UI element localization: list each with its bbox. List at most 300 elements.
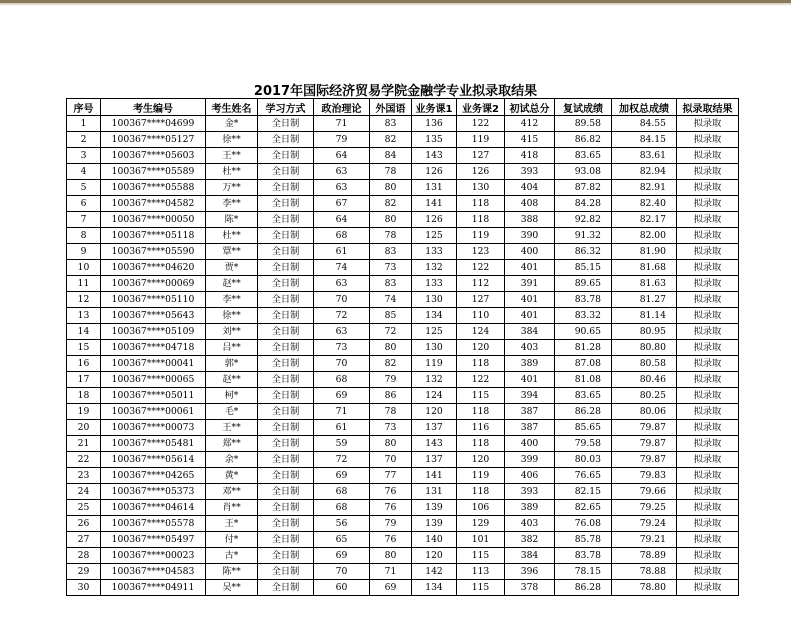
cell-subject2: 122 bbox=[457, 260, 505, 276]
cell-subject1: 133 bbox=[412, 244, 457, 260]
cell-foreign-language: 82 bbox=[370, 196, 412, 212]
table-row bbox=[67, 548, 739, 564]
cell-weighted-total: 83.61 bbox=[612, 148, 677, 164]
cell-seq: 22 bbox=[67, 452, 101, 468]
cell-retest-score: 78.15 bbox=[555, 564, 612, 580]
cell-retest-score: 83.65 bbox=[555, 148, 612, 164]
table-row bbox=[67, 180, 739, 196]
cell-subject2: 118 bbox=[457, 356, 505, 372]
cell-initial-total: 415 bbox=[505, 132, 555, 148]
cell-subject2: 126 bbox=[457, 164, 505, 180]
cell-foreign-language: 73 bbox=[370, 420, 412, 436]
cell-name: 陈** bbox=[206, 564, 258, 580]
cell-retest-score: 82.65 bbox=[555, 500, 612, 516]
cell-subject2: 120 bbox=[457, 452, 505, 468]
cell-weighted-total: 81.63 bbox=[612, 276, 677, 292]
cell-politics: 68 bbox=[314, 228, 370, 244]
cell-foreign-language: 76 bbox=[370, 532, 412, 548]
cell-result: 拟录取 bbox=[677, 148, 739, 164]
cell-exam-id: 100367****05643 bbox=[101, 308, 206, 324]
cell-subject1: 132 bbox=[412, 260, 457, 276]
cell-study-mode: 全日制 bbox=[258, 404, 314, 420]
cell-initial-total: 418 bbox=[505, 148, 555, 164]
cell-politics: 71 bbox=[314, 404, 370, 420]
cell-study-mode: 全日制 bbox=[258, 228, 314, 244]
cell-weighted-total: 79.24 bbox=[612, 516, 677, 532]
cell-result: 拟录取 bbox=[677, 532, 739, 548]
column-header-foreign-language: 外国语 bbox=[370, 99, 412, 116]
cell-name: 徐** bbox=[206, 308, 258, 324]
cell-politics: 73 bbox=[314, 340, 370, 356]
cell-exam-id: 100367****05497 bbox=[101, 532, 206, 548]
cell-subject1: 140 bbox=[412, 532, 457, 548]
cell-subject2: 115 bbox=[457, 580, 505, 596]
cell-retest-score: 82.15 bbox=[555, 484, 612, 500]
cell-study-mode: 全日制 bbox=[258, 356, 314, 372]
cell-initial-total: 396 bbox=[505, 564, 555, 580]
cell-initial-total: 389 bbox=[505, 500, 555, 516]
cell-exam-id: 100367****00023 bbox=[101, 548, 206, 564]
cell-exam-id: 100367****05109 bbox=[101, 324, 206, 340]
cell-exam-id: 100367****05588 bbox=[101, 180, 206, 196]
cell-study-mode: 全日制 bbox=[258, 212, 314, 228]
cell-result: 拟录取 bbox=[677, 420, 739, 436]
table-row bbox=[67, 388, 739, 404]
cell-subject1: 139 bbox=[412, 516, 457, 532]
cell-weighted-total: 79.66 bbox=[612, 484, 677, 500]
table-row bbox=[67, 292, 739, 308]
cell-initial-total: 378 bbox=[505, 580, 555, 596]
cell-weighted-total: 80.25 bbox=[612, 388, 677, 404]
cell-initial-total: 390 bbox=[505, 228, 555, 244]
cell-politics: 68 bbox=[314, 484, 370, 500]
cell-name: 毛* bbox=[206, 404, 258, 420]
cell-weighted-total: 80.06 bbox=[612, 404, 677, 420]
table-row bbox=[67, 484, 739, 500]
cell-weighted-total: 79.83 bbox=[612, 468, 677, 484]
cell-seq: 11 bbox=[67, 276, 101, 292]
cell-subject2: 122 bbox=[457, 116, 505, 132]
cell-result: 拟录取 bbox=[677, 452, 739, 468]
table-row bbox=[67, 468, 739, 484]
column-header-seq: 序号 bbox=[67, 99, 101, 116]
cell-subject2: 112 bbox=[457, 276, 505, 292]
cell-weighted-total: 79.87 bbox=[612, 420, 677, 436]
cell-politics: 67 bbox=[314, 196, 370, 212]
cell-subject2: 118 bbox=[457, 404, 505, 420]
cell-seq: 13 bbox=[67, 308, 101, 324]
cell-exam-id: 100367****00073 bbox=[101, 420, 206, 436]
cell-name: 柯* bbox=[206, 388, 258, 404]
cell-weighted-total: 80.80 bbox=[612, 340, 677, 356]
cell-seq: 7 bbox=[67, 212, 101, 228]
cell-weighted-total: 78.80 bbox=[612, 580, 677, 596]
cell-exam-id: 100367****04614 bbox=[101, 500, 206, 516]
cell-politics: 79 bbox=[314, 132, 370, 148]
cell-initial-total: 401 bbox=[505, 308, 555, 324]
cell-study-mode: 全日制 bbox=[258, 452, 314, 468]
column-header-weighted-total: 加权总成绩 bbox=[612, 99, 677, 116]
column-header-study-mode: 学习方式 bbox=[258, 99, 314, 116]
cell-result: 拟录取 bbox=[677, 516, 739, 532]
cell-initial-total: 393 bbox=[505, 164, 555, 180]
table-row bbox=[67, 580, 739, 596]
table-row bbox=[67, 564, 739, 580]
cell-seq: 3 bbox=[67, 148, 101, 164]
table-row bbox=[67, 452, 739, 468]
cell-subject2: 113 bbox=[457, 564, 505, 580]
cell-name: 肖** bbox=[206, 500, 258, 516]
cell-exam-id: 100367****00065 bbox=[101, 372, 206, 388]
cell-weighted-total: 79.25 bbox=[612, 500, 677, 516]
cell-subject1: 143 bbox=[412, 436, 457, 452]
cell-name: 古* bbox=[206, 548, 258, 564]
cell-study-mode: 全日制 bbox=[258, 420, 314, 436]
cell-exam-id: 100367****00069 bbox=[101, 276, 206, 292]
cell-seq: 17 bbox=[67, 372, 101, 388]
cell-foreign-language: 79 bbox=[370, 516, 412, 532]
cell-retest-score: 76.65 bbox=[555, 468, 612, 484]
cell-weighted-total: 82.91 bbox=[612, 180, 677, 196]
cell-politics: 68 bbox=[314, 500, 370, 516]
cell-seq: 16 bbox=[67, 356, 101, 372]
cell-subject1: 131 bbox=[412, 484, 457, 500]
cell-politics: 61 bbox=[314, 244, 370, 260]
cell-name: 覃** bbox=[206, 244, 258, 260]
cell-subject1: 137 bbox=[412, 452, 457, 468]
cell-foreign-language: 80 bbox=[370, 212, 412, 228]
cell-study-mode: 全日制 bbox=[258, 500, 314, 516]
cell-subject2: 106 bbox=[457, 500, 505, 516]
cell-retest-score: 90.65 bbox=[555, 324, 612, 340]
cell-weighted-total: 82.94 bbox=[612, 164, 677, 180]
cell-foreign-language: 79 bbox=[370, 372, 412, 388]
cell-name: 杜** bbox=[206, 228, 258, 244]
cell-initial-total: 399 bbox=[505, 452, 555, 468]
cell-study-mode: 全日制 bbox=[258, 324, 314, 340]
cell-result: 拟录取 bbox=[677, 292, 739, 308]
cell-exam-id: 100367****05590 bbox=[101, 244, 206, 260]
cell-result: 拟录取 bbox=[677, 500, 739, 516]
cell-result: 拟录取 bbox=[677, 244, 739, 260]
cell-retest-score: 87.82 bbox=[555, 180, 612, 196]
top-border-shadow bbox=[0, 3, 791, 6]
cell-name: 万** bbox=[206, 180, 258, 196]
cell-subject2: 118 bbox=[457, 484, 505, 500]
cell-foreign-language: 83 bbox=[370, 244, 412, 260]
cell-initial-total: 391 bbox=[505, 276, 555, 292]
cell-name: 付* bbox=[206, 532, 258, 548]
cell-politics: 56 bbox=[314, 516, 370, 532]
cell-foreign-language: 78 bbox=[370, 164, 412, 180]
table-body bbox=[67, 116, 739, 596]
cell-study-mode: 全日制 bbox=[258, 580, 314, 596]
cell-initial-total: 393 bbox=[505, 484, 555, 500]
cell-result: 拟录取 bbox=[677, 180, 739, 196]
cell-retest-score: 83.65 bbox=[555, 388, 612, 404]
cell-politics: 63 bbox=[314, 164, 370, 180]
cell-study-mode: 全日制 bbox=[258, 196, 314, 212]
cell-foreign-language: 70 bbox=[370, 452, 412, 468]
cell-name: 贾* bbox=[206, 260, 258, 276]
cell-retest-score: 89.65 bbox=[555, 276, 612, 292]
cell-retest-score: 86.28 bbox=[555, 580, 612, 596]
cell-weighted-total: 80.58 bbox=[612, 356, 677, 372]
cell-result: 拟录取 bbox=[677, 340, 739, 356]
table-row bbox=[67, 276, 739, 292]
cell-weighted-total: 81.90 bbox=[612, 244, 677, 260]
cell-weighted-total: 80.46 bbox=[612, 372, 677, 388]
cell-initial-total: 400 bbox=[505, 436, 555, 452]
table-row bbox=[67, 148, 739, 164]
table-row bbox=[67, 116, 739, 132]
cell-result: 拟录取 bbox=[677, 260, 739, 276]
cell-study-mode: 全日制 bbox=[258, 388, 314, 404]
cell-politics: 64 bbox=[314, 212, 370, 228]
cell-subject2: 129 bbox=[457, 516, 505, 532]
cell-initial-total: 384 bbox=[505, 548, 555, 564]
cell-result: 拟录取 bbox=[677, 212, 739, 228]
cell-subject2: 118 bbox=[457, 196, 505, 212]
cell-study-mode: 全日制 bbox=[258, 340, 314, 356]
cell-seq: 1 bbox=[67, 116, 101, 132]
cell-initial-total: 387 bbox=[505, 404, 555, 420]
cell-weighted-total: 80.95 bbox=[612, 324, 677, 340]
cell-seq: 15 bbox=[67, 340, 101, 356]
cell-seq: 25 bbox=[67, 500, 101, 516]
cell-foreign-language: 80 bbox=[370, 548, 412, 564]
cell-result: 拟录取 bbox=[677, 436, 739, 452]
cell-name: 黄* bbox=[206, 468, 258, 484]
cell-result: 拟录取 bbox=[677, 404, 739, 420]
cell-initial-total: 403 bbox=[505, 516, 555, 532]
cell-exam-id: 100367****04911 bbox=[101, 580, 206, 596]
cell-exam-id: 100367****04699 bbox=[101, 116, 206, 132]
cell-retest-score: 92.82 bbox=[555, 212, 612, 228]
cell-politics: 63 bbox=[314, 324, 370, 340]
cell-retest-score: 87.08 bbox=[555, 356, 612, 372]
cell-seq: 30 bbox=[67, 580, 101, 596]
cell-name: 王** bbox=[206, 148, 258, 164]
cell-seq: 20 bbox=[67, 420, 101, 436]
cell-name: 徐** bbox=[206, 132, 258, 148]
cell-retest-score: 83.32 bbox=[555, 308, 612, 324]
cell-seq: 29 bbox=[67, 564, 101, 580]
cell-retest-score: 79.58 bbox=[555, 436, 612, 452]
cell-name: 吕** bbox=[206, 340, 258, 356]
cell-subject1: 130 bbox=[412, 292, 457, 308]
cell-subject2: 119 bbox=[457, 132, 505, 148]
cell-study-mode: 全日制 bbox=[258, 244, 314, 260]
cell-exam-id: 100367****04582 bbox=[101, 196, 206, 212]
cell-subject1: 141 bbox=[412, 468, 457, 484]
cell-initial-total: 394 bbox=[505, 388, 555, 404]
cell-name: 郑** bbox=[206, 436, 258, 452]
cell-subject2: 120 bbox=[457, 340, 505, 356]
table-row bbox=[67, 356, 739, 372]
column-header-subject1: 业务课1 bbox=[412, 99, 457, 116]
cell-subject1: 134 bbox=[412, 580, 457, 596]
cell-result: 拟录取 bbox=[677, 132, 739, 148]
cell-initial-total: 382 bbox=[505, 532, 555, 548]
cell-subject1: 131 bbox=[412, 180, 457, 196]
cell-subject2: 115 bbox=[457, 388, 505, 404]
cell-exam-id: 100367****05578 bbox=[101, 516, 206, 532]
column-header-politics: 政治理论 bbox=[314, 99, 370, 116]
cell-subject1: 136 bbox=[412, 116, 457, 132]
table-row bbox=[67, 228, 739, 244]
cell-retest-score: 86.82 bbox=[555, 132, 612, 148]
cell-exam-id: 100367****05118 bbox=[101, 228, 206, 244]
cell-politics: 61 bbox=[314, 420, 370, 436]
cell-foreign-language: 76 bbox=[370, 500, 412, 516]
cell-name: 李** bbox=[206, 292, 258, 308]
cell-foreign-language: 84 bbox=[370, 148, 412, 164]
cell-politics: 60 bbox=[314, 580, 370, 596]
cell-seq: 18 bbox=[67, 388, 101, 404]
cell-initial-total: 404 bbox=[505, 180, 555, 196]
cell-initial-total: 401 bbox=[505, 292, 555, 308]
table-row bbox=[67, 324, 739, 340]
cell-politics: 69 bbox=[314, 548, 370, 564]
cell-study-mode: 全日制 bbox=[258, 436, 314, 452]
cell-initial-total: 384 bbox=[505, 324, 555, 340]
cell-subject2: 127 bbox=[457, 148, 505, 164]
cell-subject1: 141 bbox=[412, 196, 457, 212]
column-header-initial-total: 初试总分 bbox=[505, 99, 555, 116]
cell-exam-id: 100367****05011 bbox=[101, 388, 206, 404]
cell-seq: 2 bbox=[67, 132, 101, 148]
cell-name: 陈* bbox=[206, 212, 258, 228]
table-row bbox=[67, 132, 739, 148]
cell-weighted-total: 82.17 bbox=[612, 212, 677, 228]
cell-retest-score: 80.03 bbox=[555, 452, 612, 468]
column-header-result: 拟录取结果 bbox=[677, 99, 739, 116]
cell-subject1: 130 bbox=[412, 340, 457, 356]
cell-seq: 9 bbox=[67, 244, 101, 260]
cell-retest-score: 85.15 bbox=[555, 260, 612, 276]
cell-seq: 23 bbox=[67, 468, 101, 484]
cell-initial-total: 403 bbox=[505, 340, 555, 356]
cell-retest-score: 93.08 bbox=[555, 164, 612, 180]
cell-exam-id: 100367****00061 bbox=[101, 404, 206, 420]
cell-seq: 21 bbox=[67, 436, 101, 452]
cell-exam-id: 100367****05589 bbox=[101, 164, 206, 180]
cell-subject1: 132 bbox=[412, 372, 457, 388]
cell-politics: 69 bbox=[314, 468, 370, 484]
cell-study-mode: 全日制 bbox=[258, 116, 314, 132]
cell-retest-score: 81.28 bbox=[555, 340, 612, 356]
cell-politics: 71 bbox=[314, 116, 370, 132]
cell-politics: 63 bbox=[314, 180, 370, 196]
cell-retest-score: 76.08 bbox=[555, 516, 612, 532]
cell-retest-score: 86.32 bbox=[555, 244, 612, 260]
cell-result: 拟录取 bbox=[677, 356, 739, 372]
table-row bbox=[67, 372, 739, 388]
cell-result: 拟录取 bbox=[677, 372, 739, 388]
cell-study-mode: 全日制 bbox=[258, 372, 314, 388]
column-header-name: 考生姓名 bbox=[206, 99, 258, 116]
cell-politics: 64 bbox=[314, 148, 370, 164]
cell-foreign-language: 78 bbox=[370, 228, 412, 244]
cell-seq: 24 bbox=[67, 484, 101, 500]
cell-exam-id: 100367****05373 bbox=[101, 484, 206, 500]
cell-politics: 63 bbox=[314, 276, 370, 292]
cell-subject1: 139 bbox=[412, 500, 457, 516]
cell-retest-score: 85.65 bbox=[555, 420, 612, 436]
cell-initial-total: 401 bbox=[505, 260, 555, 276]
cell-foreign-language: 83 bbox=[370, 116, 412, 132]
cell-foreign-language: 86 bbox=[370, 388, 412, 404]
cell-result: 拟录取 bbox=[677, 196, 739, 212]
cell-weighted-total: 84.55 bbox=[612, 116, 677, 132]
cell-study-mode: 全日制 bbox=[258, 260, 314, 276]
table-row bbox=[67, 164, 739, 180]
cell-subject2: 118 bbox=[457, 436, 505, 452]
cell-subject2: 122 bbox=[457, 372, 505, 388]
cell-subject2: 101 bbox=[457, 532, 505, 548]
cell-politics: 70 bbox=[314, 564, 370, 580]
cell-seq: 19 bbox=[67, 404, 101, 420]
cell-result: 拟录取 bbox=[677, 484, 739, 500]
cell-study-mode: 全日制 bbox=[258, 180, 314, 196]
table-row bbox=[67, 196, 739, 212]
cell-weighted-total: 84.15 bbox=[612, 132, 677, 148]
cell-seq: 26 bbox=[67, 516, 101, 532]
cell-study-mode: 全日制 bbox=[258, 484, 314, 500]
table-row bbox=[67, 212, 739, 228]
cell-seq: 10 bbox=[67, 260, 101, 276]
cell-exam-id: 100367****04583 bbox=[101, 564, 206, 580]
cell-foreign-language: 80 bbox=[370, 340, 412, 356]
cell-subject1: 125 bbox=[412, 228, 457, 244]
cell-name: 李** bbox=[206, 196, 258, 212]
cell-exam-id: 100367****05603 bbox=[101, 148, 206, 164]
cell-politics: 72 bbox=[314, 308, 370, 324]
cell-foreign-language: 78 bbox=[370, 404, 412, 420]
cell-foreign-language: 82 bbox=[370, 356, 412, 372]
cell-foreign-language: 82 bbox=[370, 132, 412, 148]
cell-subject1: 133 bbox=[412, 276, 457, 292]
cell-retest-score: 85.78 bbox=[555, 532, 612, 548]
cell-subject1: 137 bbox=[412, 420, 457, 436]
cell-subject2: 130 bbox=[457, 180, 505, 196]
table-row bbox=[67, 244, 739, 260]
cell-result: 拟录取 bbox=[677, 324, 739, 340]
table-header-row bbox=[67, 99, 739, 116]
cell-retest-score: 83.78 bbox=[555, 292, 612, 308]
cell-politics: 68 bbox=[314, 372, 370, 388]
table-row bbox=[67, 420, 739, 436]
table-row bbox=[67, 516, 739, 532]
cell-study-mode: 全日制 bbox=[258, 164, 314, 180]
cell-result: 拟录取 bbox=[677, 548, 739, 564]
cell-name: 金* bbox=[206, 116, 258, 132]
cell-study-mode: 全日制 bbox=[258, 564, 314, 580]
cell-subject2: 115 bbox=[457, 548, 505, 564]
cell-subject1: 126 bbox=[412, 212, 457, 228]
table-row bbox=[67, 260, 739, 276]
cell-subject2: 118 bbox=[457, 212, 505, 228]
cell-subject1: 120 bbox=[412, 404, 457, 420]
cell-politics: 65 bbox=[314, 532, 370, 548]
cell-exam-id: 100367****00041 bbox=[101, 356, 206, 372]
cell-foreign-language: 74 bbox=[370, 292, 412, 308]
cell-politics: 72 bbox=[314, 452, 370, 468]
cell-weighted-total: 78.89 bbox=[612, 548, 677, 564]
cell-weighted-total: 79.87 bbox=[612, 436, 677, 452]
cell-politics: 74 bbox=[314, 260, 370, 276]
